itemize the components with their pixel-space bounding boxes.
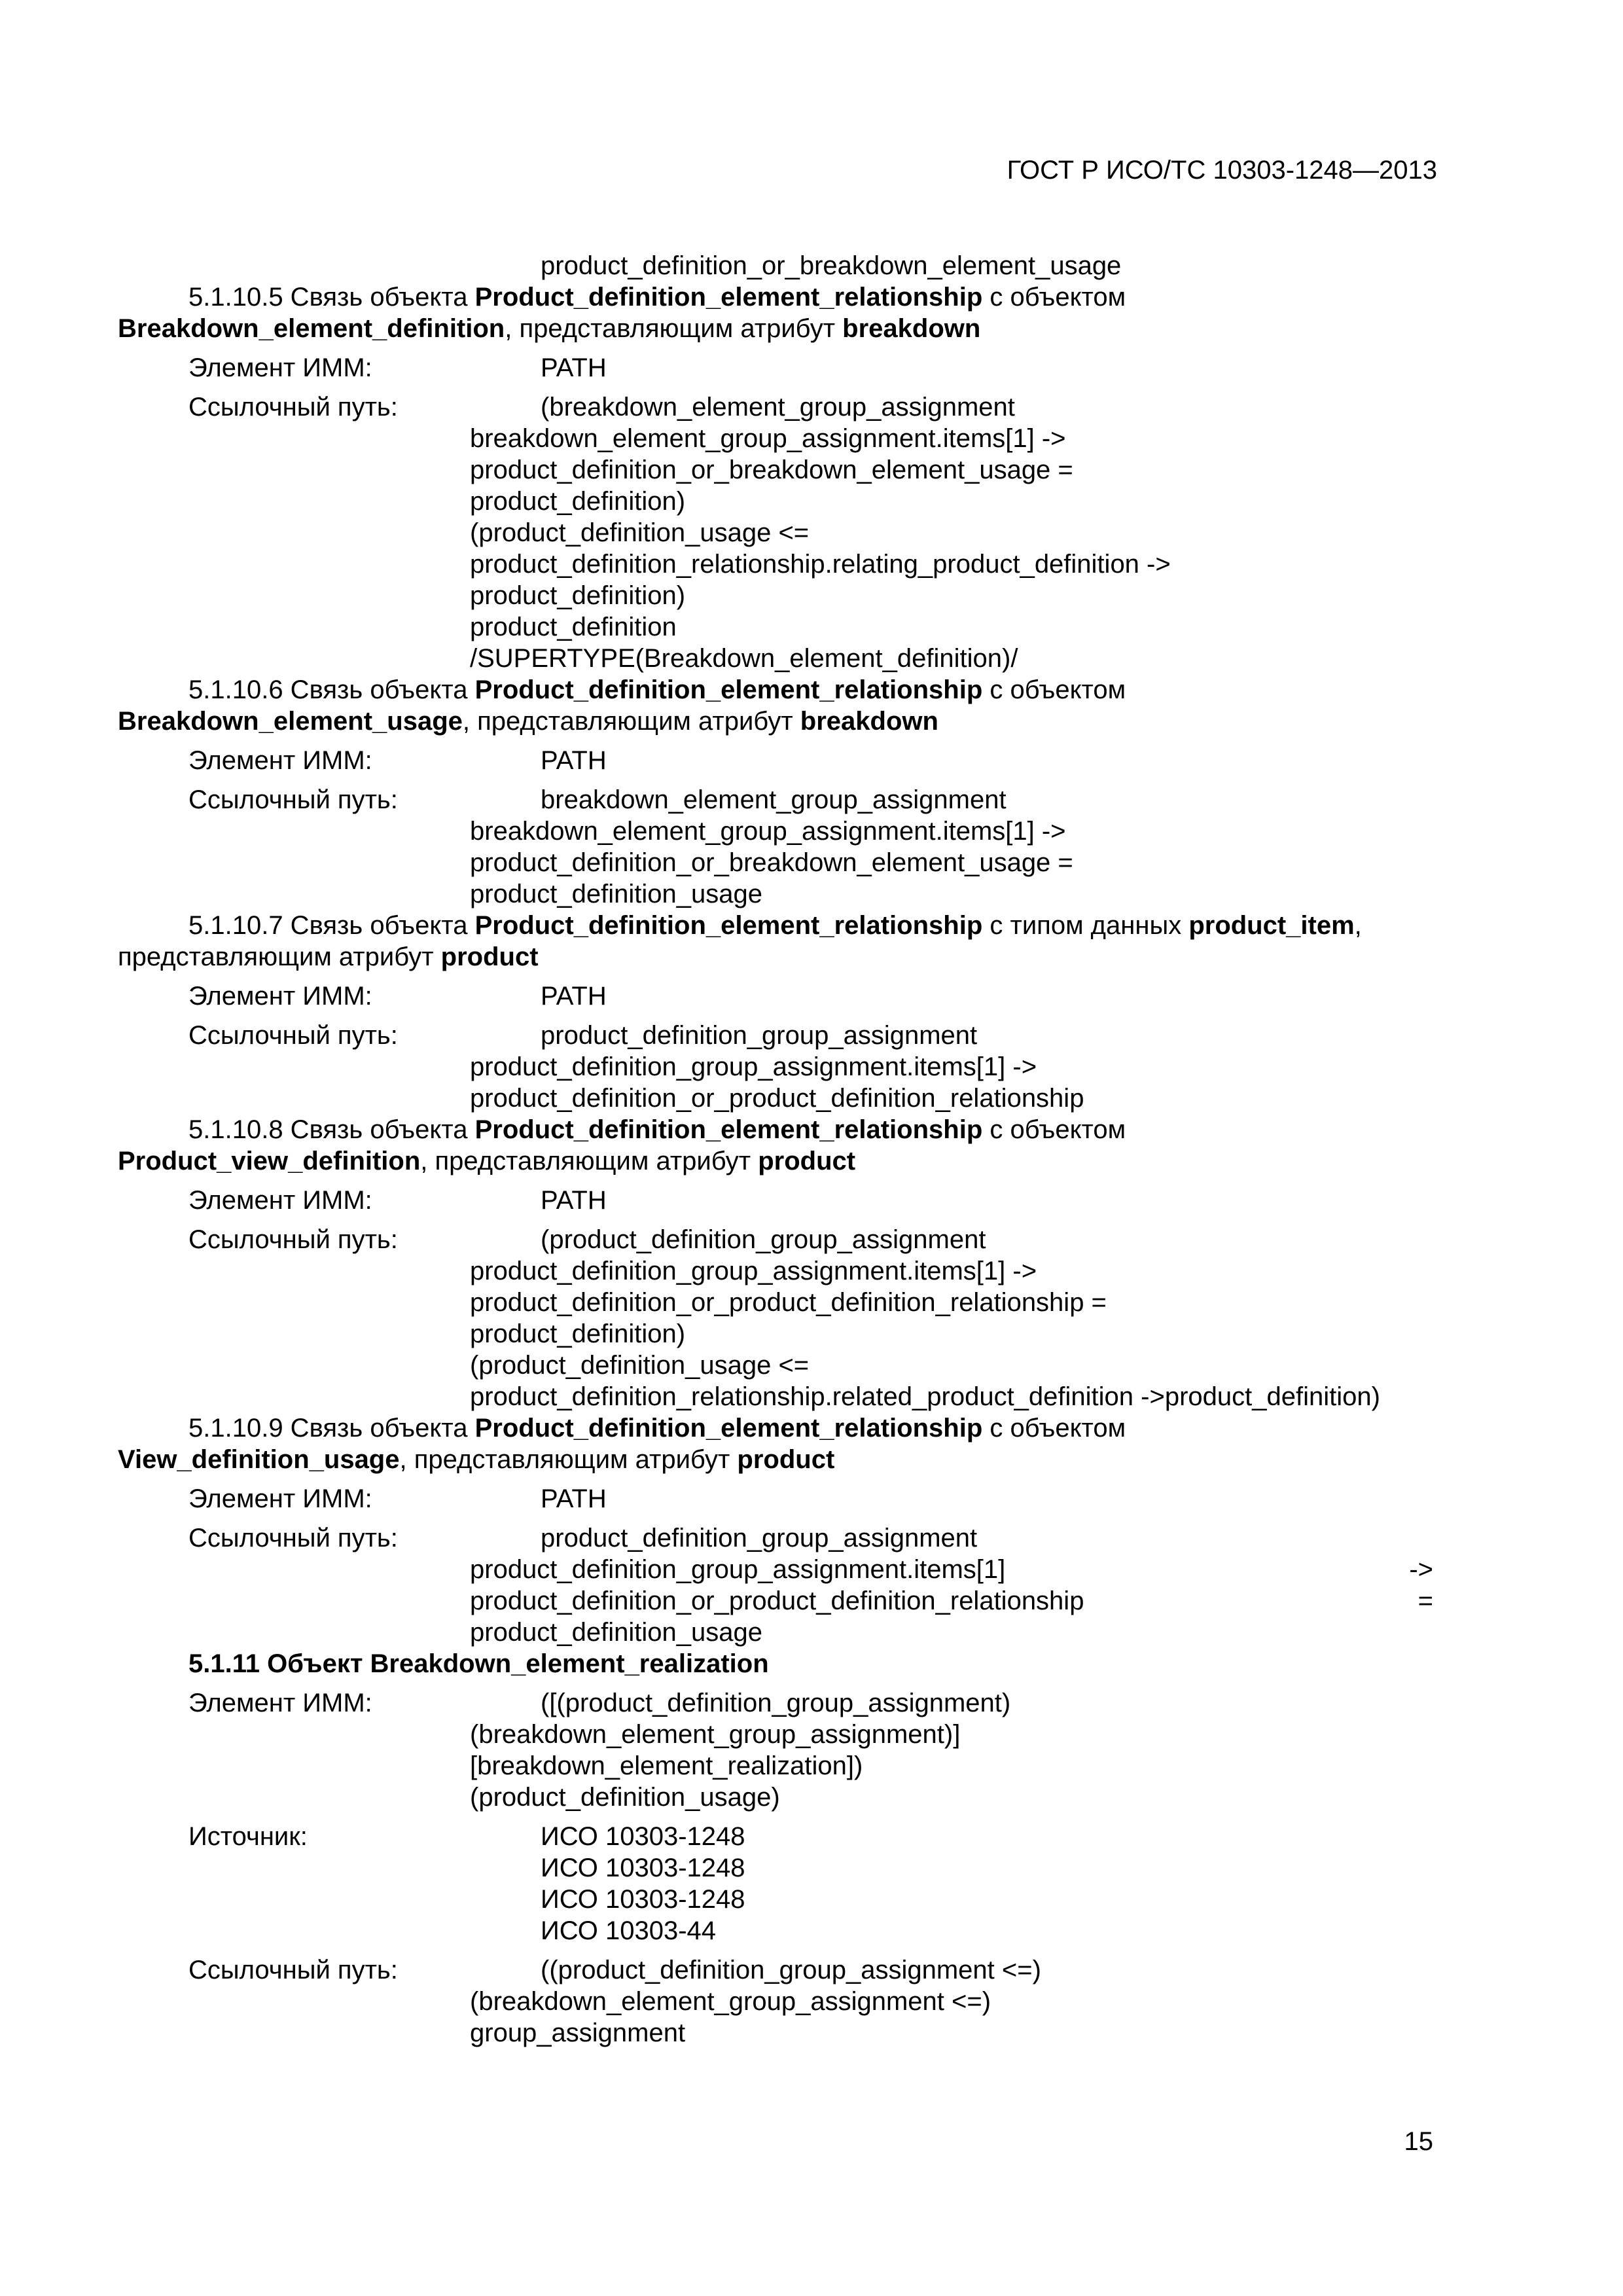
reference-path-line: product_definition_relationship.relating_product_definition -> [470, 550, 1171, 579]
reference-path-line: /SUPERTYPE(Breakdown_element_definition)/ [470, 644, 1018, 673]
source-label: Источник: [188, 1822, 308, 1851]
section-heading: 5.1.10.9 Связь объекта Product_definition_element_relationship с объектом [188, 1414, 1126, 1443]
reference-path-label: Ссылочный путь: [188, 1225, 398, 1254]
source-value: ИСО 10303-44 [541, 1916, 717, 1945]
element-value: PATH [541, 746, 607, 775]
source-value: ИСО 10303-1248 [541, 1854, 745, 1882]
reference-path-operator: -> [1409, 1555, 1433, 1584]
element-label: Элемент ИММ: [188, 1186, 372, 1215]
reference-path-line: ((product_definition_group_assignment <=) [541, 1956, 1041, 1984]
subsection-title: 5.1.11 Объект Breakdown_element_realization [188, 1649, 769, 1678]
element-value: (product_definition_usage) [470, 1783, 780, 1812]
reference-path-line: (breakdown_element_group_assignment [541, 393, 1015, 422]
section-heading: 5.1.10.6 Связь объекта Product_definition_element_relationship с объектом [188, 675, 1126, 704]
element-label: Элемент ИММ: [188, 1689, 372, 1717]
reference-path-label: Ссылочный путь: [188, 1021, 398, 1050]
reference-path-line: product_definition [470, 613, 677, 641]
reference-path-line: product_definition_or_breakdown_element_usage = [470, 848, 1073, 877]
page-number: 15 [1404, 2127, 1433, 2156]
reference-path-line: product_definition_or_breakdown_element_usage = [470, 456, 1073, 484]
reference-path-label: Ссылочный путь: [188, 393, 398, 422]
reference-path-line: product_definition_relationship.related_product_definition ->product_definition) [470, 1382, 1380, 1411]
element-value: (breakdown_element_group_assignment)] [470, 1720, 961, 1749]
reference-path-label: Ссылочный путь: [188, 1956, 398, 1984]
element-value: PATH [541, 353, 607, 382]
reference-path-line: product_definition_or_product_definition_relationship [470, 1084, 1084, 1113]
reference-path-label: Ссылочный путь: [188, 1524, 398, 1552]
reference-path-line: product_definition_or_product_definition_relationship = [470, 1288, 1107, 1317]
source-value: ИСО 10303-1248 [541, 1822, 745, 1851]
section-heading: 5.1.10.5 Связь объекта Product_definition_element_relationship с объектом [188, 283, 1126, 312]
element-value: PATH [541, 982, 607, 1011]
reference-path-line: (product_definition_usage <= [470, 518, 810, 547]
reference-path-line: product_definition) [470, 581, 686, 610]
reference-path-line: product_definition_group_assignment.items[1] -> [470, 1052, 1037, 1081]
reference-path-line: breakdown_element_group_assignment [541, 785, 1007, 814]
reference-path-line: product_definition_usage [470, 880, 763, 908]
section-heading: 5.1.10.7 Связь объекта Product_definition_element_relationship с типом данных product_item, [188, 911, 1362, 940]
element-label: Элемент ИММ: [188, 1484, 372, 1513]
document-header: ГОСТ Р ИСО/ТС 10303-1248—2013 [1007, 156, 1437, 185]
element-value: PATH [541, 1186, 607, 1215]
reference-path-line: product_definition) [470, 487, 686, 516]
reference-path-line: breakdown_element_group_assignment.items[1] -> [470, 817, 1066, 846]
reference-path-line: product_definition_group_assignment [541, 1524, 978, 1552]
reference-path-operator: = [1418, 1587, 1433, 1615]
element-value: PATH [541, 1484, 607, 1513]
element-label: Элемент ИММ: [188, 982, 372, 1011]
source-value: ИСО 10303-1248 [541, 1885, 745, 1914]
reference-path-line: product_definition_group_assignment [541, 1021, 978, 1050]
element-value: ([(product_definition_group_assignment) [541, 1689, 1011, 1717]
reference-path-line: product_definition_group_assignment.items[1] [470, 1555, 1006, 1584]
element-label: Элемент ИММ: [188, 353, 372, 382]
element-label: Элемент ИММ: [188, 746, 372, 775]
element-value: [breakdown_element_realization]) [470, 1751, 863, 1780]
section-heading: 5.1.10.8 Связь объекта Product_definition_element_relationship с объектом [188, 1115, 1126, 1144]
reference-path-line: product_definition) [470, 1319, 686, 1348]
continuation-line: product_definition_or_breakdown_element_usage [541, 251, 1122, 280]
reference-path-line: (breakdown_element_group_assignment <=) [470, 1987, 991, 2016]
reference-path-line: (product_definition_usage <= [470, 1351, 810, 1380]
document-body: product_definition_or_breakdown_element_usage 5.1.10.5 Связь объекта Product_definition_element_relationship с объектом Breakdown_element_definition, представляющим атрибут breakdown Элемент ИММ: PATH Ссылочный путь: (breakdown_element_group_assignment breakdown_element_group_assignment.items[1] -> product_definition_or_breakdown_element_usage = product_definition) (product_definition_usage <= product_definition_relationship.relating_product_definition -> product_definition) product_definition /SUPERTYPE(Breakdown_element_definition)/ 5.1.10.6 Связь объекта Product_definition_element_relationship с объектом Breakdown_element_usage, представляющим атрибут breakdown Элемент ИММ: PATH Ссылочный путь: breakdown_element_group_assignment breakdown_element_group_assignment.items[1] -> product_definition_or_breakdown_element_usage = product_definition_usage 5.1.10.7 Связь объекта Product_definition_element_relationship с типом данных product_item, представляющим атрибут product Элемент ИММ: PATH Ссылочный путь: product_definition_group_assignment product_definition_group_assignment.items[1] -> product_definition_or_product_definition_relationship 5.1.10.8 Связь объекта Product_definition_element_relationship с объектом Product_view_definition, представляющим атрибут product Элемент ИММ: PATH Ссылочный путь: (product_definition_group_assignment product_definition_group_assignment.items[1] -> product_definition_or_product_definition_relationship = product_definition) (product_definition_usage <= product_definition_relationship.related_product_definition ->product_definition) 5.1.10.9 Связь объекта Product_definition_element_relationship с объектом View_definition_usage, представляющим атрибут product Элемент ИММ: PATH Ссылочный путь: product_definition_group_assignment product_definition_group_assignment.items[1] -> product_definition_or_product_definition_relationship = product_definition_usage 5.1.11 Объект Breakdown_element_realization Элемент ИММ: ([(product_definition_group_assignment) (breakdown_element_group_assignment)] [breakdown_element_realization]) (product_definition_usage) Источник: ИСО 10303-1248 ИСО 10303-1248 ИСО 10303-1248 ИСО 10303-44 Ссылочный путь: ((product_definition_group_assignment <=) (breakdown_element_group_assignment <=) group_assignment [0, 250, 1623, 2049]
reference-path-label: Ссылочный путь: [188, 785, 398, 814]
reference-path-line: product_definition_usage [470, 1618, 763, 1647]
reference-path-line: breakdown_element_group_assignment.items[1] -> [470, 424, 1066, 453]
reference-path-line: product_definition_or_product_definition_relationship [470, 1587, 1084, 1615]
reference-path-line: (product_definition_group_assignment [541, 1225, 986, 1254]
reference-path-line: product_definition_group_assignment.items[1] -> [470, 1257, 1037, 1285]
reference-path-line: group_assignment [470, 2018, 686, 2047]
